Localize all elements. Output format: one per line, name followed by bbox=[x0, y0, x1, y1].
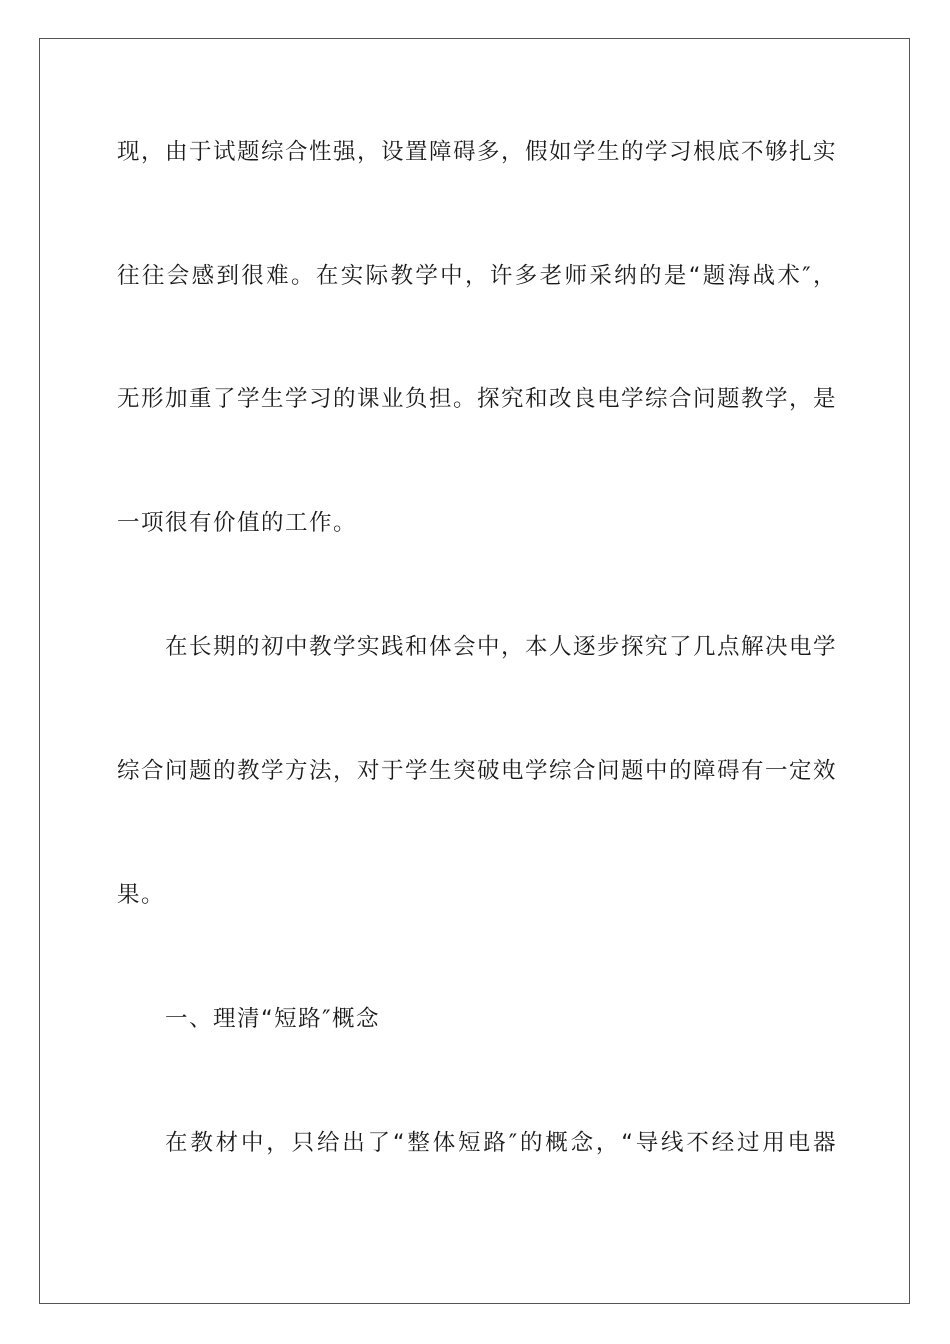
text-line-9: 在教材中，只给出了“整体短路″的概念，“导线不经过用电器 bbox=[165, 1130, 837, 1156]
text-line-3: 无形加重了学生学习的课业负担。探究和改良电学综合问题教学，是 bbox=[117, 386, 838, 412]
text-line-6: 综合问题的教学方法，对于学生突破电学综合问题中的障碍有一定效 bbox=[117, 758, 838, 784]
text-line-5: 在长期的初中教学实践和体会中，本人逐步探究了几点解决电学 bbox=[165, 634, 838, 660]
section-heading: 一、理清“短路″概念 bbox=[165, 1006, 381, 1032]
text-line-4: 一项很有价值的工作。 bbox=[117, 510, 358, 536]
page-border bbox=[39, 38, 910, 1304]
text-line-1: 现，由于试题综合性强，设置障碍多，假如学生的学习根底不够扎实 bbox=[117, 139, 838, 165]
text-line-2: 往往会感到很难。在实际教学中，许多老师采纳的是“题海战术″， bbox=[117, 263, 837, 289]
text-line-7: 果。 bbox=[117, 882, 166, 908]
